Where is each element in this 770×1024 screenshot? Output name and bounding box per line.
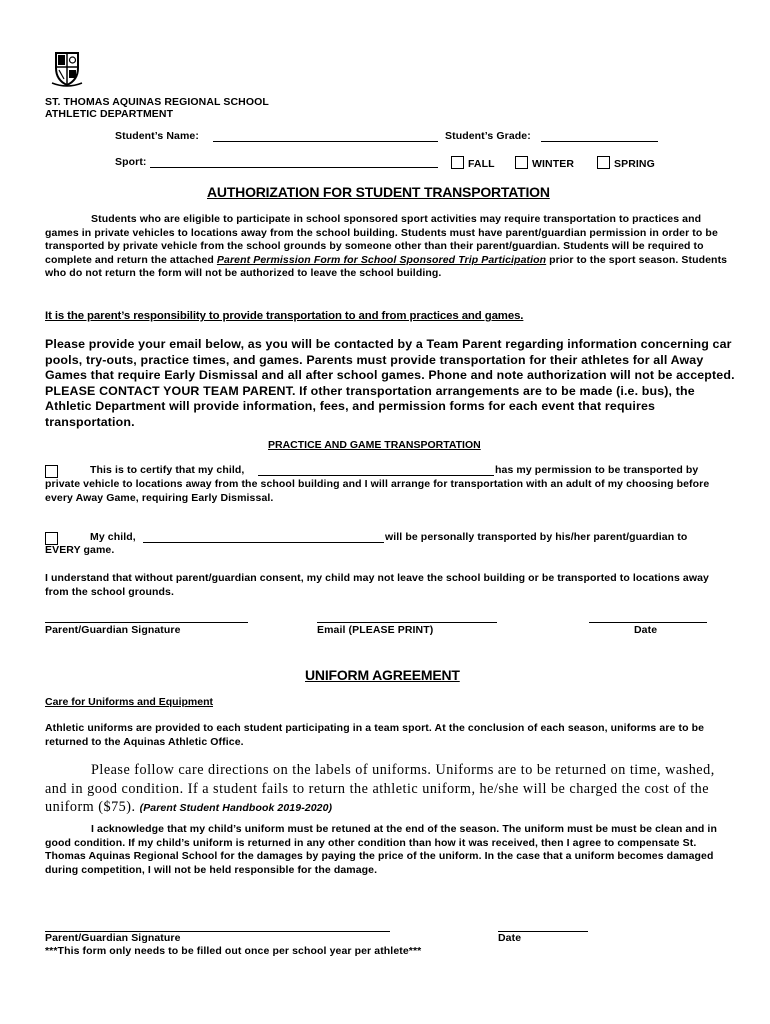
option2-text-c: EVERY game. bbox=[45, 544, 115, 556]
care-directions-text: Please follow care directions on the labels of uniforms. Uniforms are to be returned on time, washed, and in good condition. If a student fails to return the athletic uniform, he/she will be charged the cost of the uniform ($75). bbox=[45, 762, 715, 815]
school-name: ST. THOMAS AQUINAS REGIONAL SCHOOL bbox=[45, 96, 269, 108]
season-spring-option[interactable] bbox=[597, 156, 655, 172]
option2-text-b: will be personally transported by his/her parent/guardian to bbox=[385, 531, 688, 543]
student-name-label: Student’s Name: bbox=[115, 130, 199, 142]
signature-label-1: Parent/Guardian Signature bbox=[45, 624, 181, 636]
authorization-title: AUTHORIZATION FOR STUDENT TRANSPORTATION bbox=[207, 184, 550, 200]
student-grade-label: Student’s Grade: bbox=[445, 130, 531, 142]
checkbox-icon[interactable] bbox=[451, 156, 464, 169]
option1-text-c: private vehicle to locations away from the school building and I will arrange for transportation with an adult of my choosing before every Away Game, requiring Early Dismissal. bbox=[45, 478, 710, 504]
checkbox-icon[interactable] bbox=[597, 156, 610, 169]
date-label-1: Date bbox=[634, 624, 658, 636]
acknowledge-paragraph: I acknowledge that my child’s uniform must be retuned at the end of the season. The uniform must be must be clean and in good condition. If my child’s uniform is returned in any other condition than how it was received, then I agree to compensate St. Thomas Aquinas Regional School for the damages by paying the price of the uniform. In the case that a uniform becomes damaged during competition, I will not be held responsible for the damage. bbox=[45, 823, 717, 876]
option1-text-a: This is to certify that my child, bbox=[90, 464, 245, 476]
intro-text-1: Students who are eligible to participate in school sponsored sport activities may require transportation to practices and games in private vehicles to locations away from the school building. Students must have parent/guardian permission in order to be transported by private vehicle from the school grounds by someone other than their parent/guardian. Students will be required to complete and return the attached bbox=[45, 213, 718, 266]
email-label: Email (PLEASE PRINT) bbox=[317, 624, 434, 636]
student-name-field[interactable] bbox=[213, 141, 438, 142]
uniform-provided-text: Athletic uniforms are provided to each student participating in a team sport. At the conclusion of each season, uniforms are to be returned to the Aquinas Athletic Office. bbox=[45, 722, 705, 748]
student-grade-field[interactable] bbox=[541, 141, 658, 142]
permission-form-link[interactable]: Parent Permission Form for School Sponsored Trip Participation bbox=[216, 253, 547, 266]
season-fall-label: FALL bbox=[468, 158, 495, 170]
intro-text-2: prior to the sport season. Students who do not return the form will not be authorized to leave the school building. bbox=[45, 253, 728, 280]
date-label-2: Date bbox=[498, 932, 522, 944]
email-line[interactable] bbox=[317, 622, 497, 623]
checkbox-icon[interactable] bbox=[515, 156, 528, 169]
signature-label-2: Parent/Guardian Signature bbox=[45, 932, 181, 944]
option1-child-name-field[interactable] bbox=[258, 475, 494, 476]
consent-paragraph: I understand that without parent/guardian consent, my child may not leave the school building or be transported to locations away from the school grounds. bbox=[45, 572, 709, 598]
authorization-intro bbox=[45, 213, 728, 281]
uniform-title: UNIFORM AGREEMENT bbox=[305, 667, 460, 683]
handbook-reference: (Parent Student Handbook 2019-2020) bbox=[139, 802, 333, 814]
signature-line-1[interactable] bbox=[45, 622, 248, 623]
practice-subtitle: PRACTICE AND GAME TRANSPORTATION bbox=[268, 439, 481, 451]
season-winter-label: WINTER bbox=[532, 158, 575, 170]
option2-child-name-field[interactable] bbox=[143, 542, 384, 543]
school-crest-icon bbox=[50, 50, 84, 88]
sport-label: Sport: bbox=[115, 156, 147, 168]
form-footnote: ***This form only needs to be filled out once per school year per athlete*** bbox=[45, 945, 422, 957]
parent-responsibility: It is the parent’s responsibility to provide transportation to and from practices and games. bbox=[45, 310, 524, 322]
sport-field[interactable] bbox=[150, 167, 438, 168]
care-heading: Care for Uniforms and Equipment bbox=[45, 696, 214, 708]
email-paragraph: Please provide your email below, as you will be contacted by a Team Parent regarding information concerning car pools, try-outs, practice times, and games. Parents must provide transportation for their athletes for all Away Games that require Early Dismissal and all after school games. Phone and note authorization will not be accepted. PLEASE CONTACT YOUR TEAM PARENT. If other transportation arrangements are to be made (i.e. bus), the Athletic Department will provide information, fees, and permission forms for each event that requires transportation. bbox=[45, 337, 735, 429]
option2-text-a: My child, bbox=[90, 531, 136, 543]
season-fall-option[interactable] bbox=[451, 156, 495, 172]
checkbox-icon[interactable] bbox=[45, 465, 58, 478]
option1-text-b: has my permission to be transported by bbox=[495, 464, 699, 476]
season-winter-option[interactable] bbox=[515, 156, 574, 172]
date-line-1[interactable] bbox=[589, 622, 707, 623]
season-spring-label: SPRING bbox=[614, 158, 655, 170]
care-directions bbox=[45, 761, 735, 818]
department-name: ATHLETIC DEPARTMENT bbox=[45, 108, 174, 120]
